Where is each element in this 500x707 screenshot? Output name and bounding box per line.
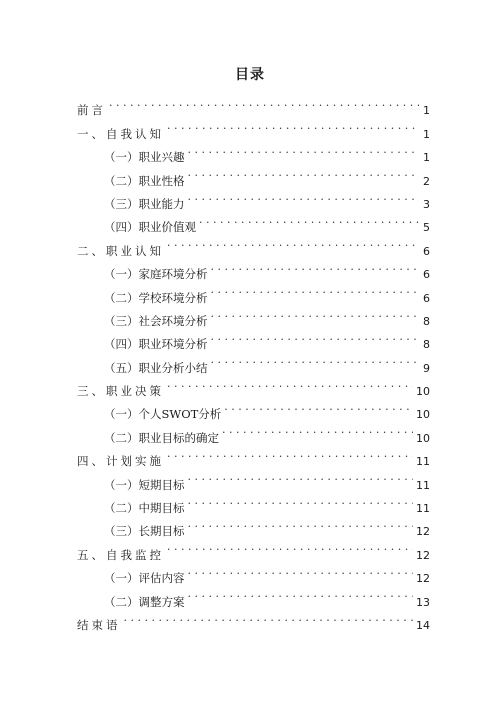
toc-dot-leader bbox=[188, 161, 420, 184]
toc-dot-leader bbox=[211, 325, 420, 348]
toc-title: 目录 bbox=[235, 67, 265, 83]
toc-entry-page-number: 6 bbox=[423, 268, 430, 282]
toc-entry-label: 三、职业决策 bbox=[77, 384, 164, 399]
toc-dot-leader bbox=[188, 489, 414, 512]
toc-entry-page-number: 11 bbox=[416, 455, 430, 469]
toc-dot-leader bbox=[211, 255, 420, 278]
toc-entry-page-number: 1 bbox=[423, 127, 430, 141]
toc-entry-page-number: 1 bbox=[423, 104, 430, 118]
toc-entry-page-number: 11 bbox=[416, 478, 430, 492]
toc-entry-page-number: 8 bbox=[423, 314, 430, 328]
toc-entry-label: 五、自我监控 bbox=[77, 547, 164, 562]
toc-entry[interactable] bbox=[77, 91, 430, 118]
toc-entry-page-number: 5 bbox=[423, 221, 430, 235]
toc-entry[interactable] bbox=[77, 606, 430, 632]
toc-entry-page-number: 10 bbox=[416, 408, 430, 422]
toc-list bbox=[77, 91, 430, 632]
toc-dot-leader bbox=[188, 582, 414, 605]
toc-entry-label: （二）职业性格 bbox=[104, 173, 185, 188]
toc-dot-leader bbox=[188, 465, 414, 488]
toc-entry-page-number: 6 bbox=[423, 244, 430, 258]
toc-entry-label: （四）职业价值观 bbox=[104, 220, 196, 235]
toc-entry-label: 二、职业认知 bbox=[77, 243, 164, 258]
toc-entry-page-number: 12 bbox=[416, 548, 430, 562]
toc-dot-leader bbox=[224, 395, 413, 418]
toc-entry-label: （五）职业分析小结 bbox=[104, 360, 208, 375]
toc-entry-page-number: 10 bbox=[416, 385, 430, 399]
toc-entry-label: （一）职业兴趣 bbox=[104, 150, 185, 165]
toc-entry-label: 四、计划实施 bbox=[77, 454, 164, 469]
toc-entry[interactable] bbox=[77, 114, 430, 141]
toc-entry-page-number: 6 bbox=[423, 291, 430, 305]
toc-dot-leader bbox=[167, 372, 413, 395]
toc-entry-label: 一、自我认知 bbox=[77, 126, 164, 141]
toc-dot-leader bbox=[167, 535, 413, 558]
toc-entry-page-number: 1 bbox=[423, 151, 430, 165]
toc-entry-label: （四）职业环境分析 bbox=[104, 337, 208, 352]
toc-entry-label: （二）调整方案 bbox=[104, 594, 185, 609]
toc-entry-page-number: 10 bbox=[416, 431, 430, 445]
toc-entry-page-number: 13 bbox=[416, 595, 430, 609]
toc-dot-leader bbox=[188, 512, 414, 535]
toc-entry-label: （二）中期目标 bbox=[104, 501, 185, 516]
toc-entry-label: （二）职业目标的确定 bbox=[104, 430, 219, 445]
toc-entry-label: （三）长期目标 bbox=[104, 524, 185, 539]
toc-entry-page-number: 12 bbox=[416, 525, 430, 539]
toc-dot-leader bbox=[211, 278, 420, 301]
toc-entry-label: （一）家庭环境分析 bbox=[104, 267, 208, 282]
toc-entry-label: （三）社会环境分析 bbox=[104, 313, 208, 328]
toc-entry-page-number: 12 bbox=[416, 572, 430, 586]
toc-dot-leader bbox=[199, 208, 419, 231]
toc-entry-page-number: 8 bbox=[423, 338, 430, 352]
toc-entry-page-number: 9 bbox=[423, 361, 430, 375]
toc-entry-label: （二）学校环境分析 bbox=[104, 290, 208, 305]
toc-dot-leader bbox=[222, 418, 413, 441]
toc-dot-leader bbox=[188, 559, 414, 582]
toc-entry-label: （一）评估内容 bbox=[104, 571, 185, 586]
toc-entry-page-number: 11 bbox=[416, 502, 430, 516]
toc-dot-leader bbox=[167, 114, 419, 137]
toc-entry-label: （一）短期目标 bbox=[104, 477, 185, 492]
toc-dot-leader bbox=[109, 91, 419, 114]
toc-entry-page-number: 14 bbox=[416, 618, 430, 632]
toc-entry-page-number: 2 bbox=[423, 174, 430, 188]
toc-entry-page-number: 3 bbox=[423, 197, 430, 211]
toc-dot-leader bbox=[211, 348, 420, 371]
toc-entry-label: （三）职业能力 bbox=[104, 196, 185, 211]
toc-dot-leader bbox=[167, 231, 419, 254]
toc-entry-label: 前言 bbox=[77, 103, 106, 118]
toc-entry-label: 结束语 bbox=[77, 617, 121, 632]
toc-dot-leader bbox=[211, 302, 420, 325]
toc-dot-leader bbox=[188, 138, 420, 161]
toc-dot-leader bbox=[124, 606, 414, 629]
toc-dot-leader bbox=[167, 442, 413, 465]
toc-dot-leader bbox=[188, 185, 420, 208]
toc-entry-label: （一）个人SWOT分析 bbox=[104, 407, 222, 422]
